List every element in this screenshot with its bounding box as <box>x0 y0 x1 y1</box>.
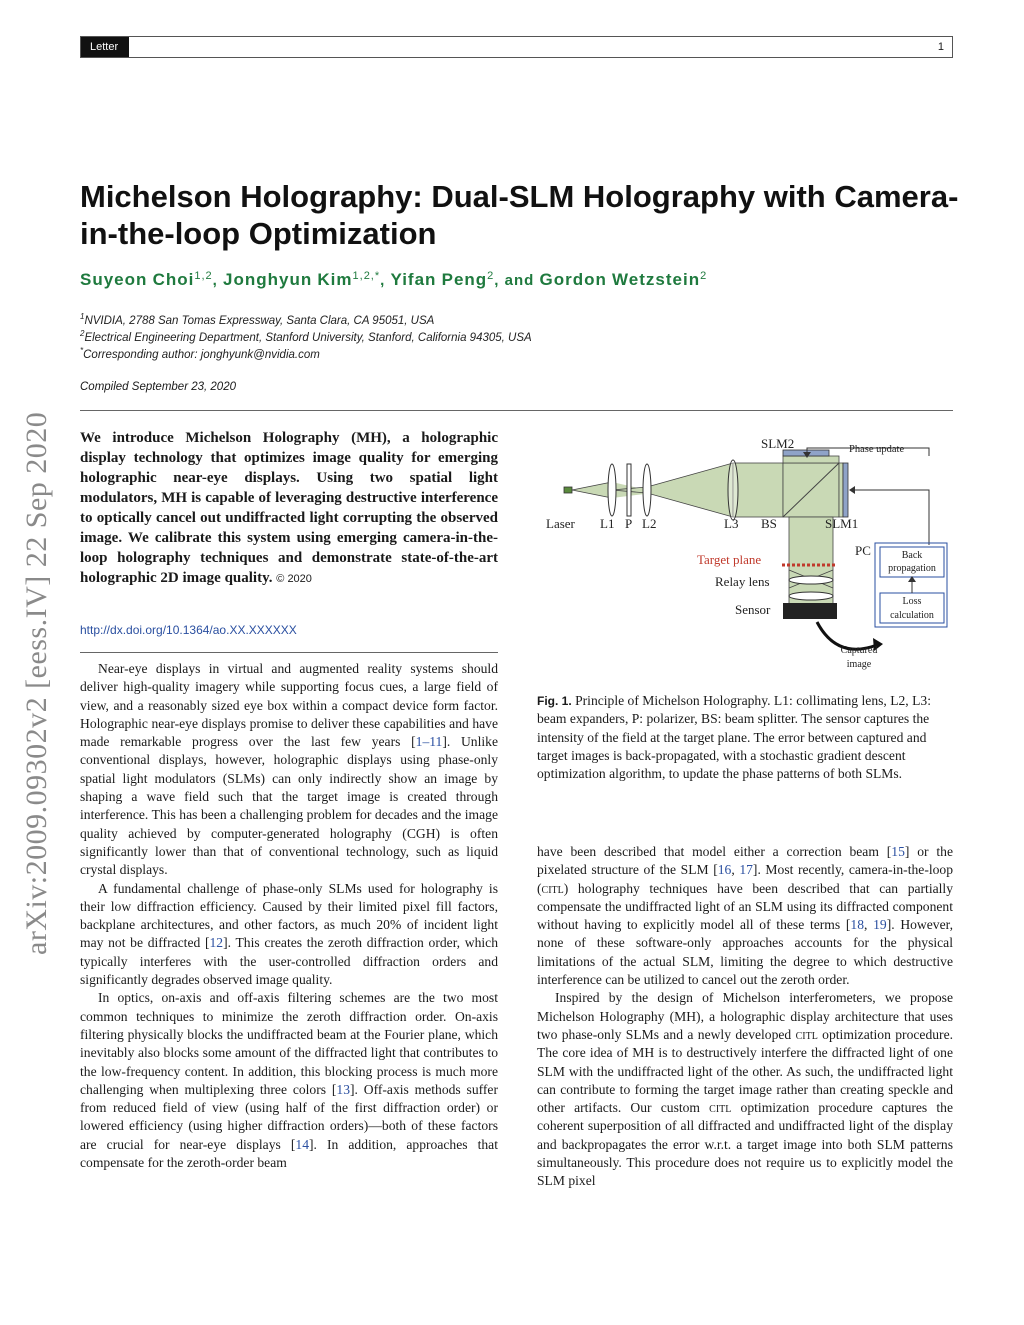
beam-laser <box>572 482 612 498</box>
caption-label: Fig. 1. <box>537 694 572 708</box>
citation-link[interactable]: 17 <box>739 862 753 878</box>
label-image: image <box>846 659 872 670</box>
citation-link[interactable]: 1–11 <box>415 734 443 750</box>
running-header <box>80 36 953 58</box>
setup-diagram <box>537 430 957 680</box>
paragraph-filtering: In optics, on-axis and off-axis filtering schemes are the two most common techniques to minimize the zeroth diffraction order. On-axis filtering physically blocks the undiffracted beam at the Fourier plane, which inevitably also blocks some amount of the diffracted light that contributes to the low-frequency content. In addition, this blocking process is much more challenging when multiplexing three colors [13]. Off-axis methods suffer from reduced field of view (using half of the first diffraction order) or lowered efficiency (using higher diffraction orders)—both of these factors are crucial for near-eye displays [14]. In addition, approaches that compensate for the zeroth-order beam <box>80 990 498 1171</box>
label-bs: BS <box>761 516 777 531</box>
affiliation-2: $^2$Electrical Engineering Department, Stanford University, Stanford, California 94305, USA <box>80 329 532 344</box>
lens-l3 <box>728 460 738 520</box>
beam-expander <box>647 463 733 517</box>
abstract <box>80 428 498 589</box>
laser-source <box>564 487 572 493</box>
label-laser: Laser <box>546 516 575 531</box>
author-2: Jonghyun Kim$^{1,2,*}$ <box>223 270 381 289</box>
label-l1: L1 <box>600 516 615 531</box>
author-4: Gordon Wetzstein$^2$ <box>539 270 708 289</box>
label-slm1: SLM1 <box>825 516 859 531</box>
label-calculation: calculation <box>890 610 934 621</box>
label-l3: L3 <box>724 516 739 531</box>
label-captured: Captured <box>840 645 878 656</box>
author-3: Yifan Peng$^2$ <box>390 270 495 289</box>
affiliation-1: $^1$NVIDIA, 2788 San Tomas Expressway, Santa Clara, CA 95051, USA <box>80 312 435 327</box>
label-sensor: Sensor <box>735 602 771 617</box>
right-column <box>537 843 953 1191</box>
caption-text: Principle of Michelson Holography. L1: collimating lens, L2, L3: beam expanders, P: polarizer, BS: beam splitter. The sensor captures the intensity of the field at the target plane. The error between captured and target images is back-propagated, with a stochastic gradient descent optimization algorithm, to update the phase patterns of both SLMs. <box>537 693 931 782</box>
author-list: Suyeon Choi$^{1,2}$, Jonghyun Kim$^{1,2,*}$, Yifan Peng$^2$, and Gordon Wetzstein$^2$ <box>80 270 708 289</box>
paper-title: Michelson Holography: Dual-SLM Holography with Camera-in-the-loop Optimization <box>80 179 959 251</box>
label-loss: Loss <box>902 596 922 607</box>
label-pc: PC <box>855 543 871 558</box>
label-propagation: propagation <box>888 563 936 574</box>
abstract-text: We introduce Michelson Holography (MH), a holographic display technology that optimizes image quality for emerging holographic near-eye displays. Using two spatial light modulators, MH is capable of leveraging destructive interference to optically cancel out undiffracted light corrupting the observed image. We calibrate this system using emerging camera-in-the-loop holography techniques and demonstrate state-of-the-art holographic 2D image quality. <box>80 430 498 586</box>
authors-conjunction: and <box>504 272 535 289</box>
figure-caption <box>537 692 953 783</box>
paragraph-challenge: A fundamental challenge of phase-only SLMs used for holography is their low diffraction efficiency. Caused by their limited pixel fill factors, backplane architectures, and other factors, as much 20% of incident light may not be diffracted [12]. This creates the zeroth diffraction order, which typically interferes with the user-controlled diffraction orders and significantly degrades observed image quality. <box>80 880 498 988</box>
citation-link[interactable]: 18 <box>850 917 864 933</box>
abstract-divider <box>80 652 498 653</box>
label-phase-update: Phase update <box>849 444 905 455</box>
lens-l1 <box>608 464 616 516</box>
label-slm2: SLM2 <box>761 436 795 451</box>
citation-link[interactable]: 14 <box>295 1136 309 1152</box>
lens-l2 <box>643 464 651 516</box>
sensor-device <box>783 603 837 619</box>
left-column <box>80 660 498 1172</box>
citation-link[interactable]: 12 <box>209 935 224 951</box>
paragraph-proposal: Inspired by the design of Michelson interferometers, we propose Michelson Holography (MH), a holographic display architecture that uses two phase-only SLMs and a newly developed citl optimization procedure. The core idea of MH is to destructively interfere the diffracted light of one SLM with the undiffracted light of the other. As such, the undiffracted light can contribute to forming the target image rather than creating speckle and other artifacts. Our custom citl optimization procedure captures the coherent superposition of all diffracted and undiffracted light of the display and backpropagates the error w.r.t. a target image into both SLM patterns simultaneously. This procedure does not require us to explicitly model the SLM pixel <box>537 990 953 1189</box>
label-back: Back <box>901 550 923 561</box>
relay-lens-1 <box>789 576 833 584</box>
citation-link[interactable]: 16 <box>717 862 732 878</box>
compiled-date: Compiled September 23, 2020 <box>80 381 236 393</box>
doi-link[interactable]: http://dx.doi.org/10.1364/ao.XX.XXXXXX <box>80 623 297 637</box>
relay-lens-2 <box>789 592 833 600</box>
header-divider <box>80 410 953 411</box>
citation-link[interactable]: 15 <box>891 844 905 859</box>
beam-slm2-arm <box>783 456 839 463</box>
copyright: © 2020 <box>276 573 312 585</box>
arxiv-identifier[interactable]: arXiv:2009.09302v2 [eess.IV] 22 Sep 2020 <box>20 411 53 955</box>
beam-to-sensor <box>789 517 833 617</box>
citation-link[interactable]: 13 <box>336 1081 350 1097</box>
label-target-plane: Target plane <box>697 552 762 567</box>
label-l2: L2 <box>642 516 657 531</box>
citation-link[interactable]: 19 <box>873 917 887 933</box>
paragraph-prior-work: have been described that model either a correction beam [15] or the pixelated structure of the SLM [16, 17]. Most recently, camera-in-the-loop (citl) holography techniques have been described that can partially compensate the undiffracted light of an SLM using its diffracted component without having to explicitly model all of these terms [18, 19]. However, none of these software-only approaches accounts for the physical limitations of the actual SLM, limiting the degree to which destructive interference can be utilized to cancel out the zeroth order. <box>537 844 954 988</box>
label-relay-lens: Relay lens <box>715 574 770 589</box>
beam-collimated <box>733 463 783 517</box>
header-label: Letter <box>81 37 129 57</box>
slm1-device <box>843 463 848 517</box>
corresponding-author: *Corresponding author: jonghyunk@nvidia.com <box>80 346 320 361</box>
page-number: 1 <box>937 41 944 53</box>
polarizer <box>627 464 631 516</box>
author-1: Suyeon Choi$^{1,2}$ <box>80 270 213 289</box>
paragraph-intro: Near-eye displays in virtual and augmented reality systems should deliver high-quality imagery while supporting focus cues, a large field of view, and a reasonably sized eye box within a compact device form factor. Holographic near-eye displays promise to deliver these capabilities and have made remarkable progress over the last few years [1–11]. Unlike conventional displays, however, holographic displays using phase-only spatial light modulators (SLMs) can only indirectly show an image by shaping a wave field such that the target image is created through interference. This has been a challenging problem for decades and the image quality achieved by computer-generated holography (CGH) is often significantly lower than that of conventional technology, such as liquid crystal displays. <box>80 661 498 878</box>
label-p: P <box>625 516 633 531</box>
